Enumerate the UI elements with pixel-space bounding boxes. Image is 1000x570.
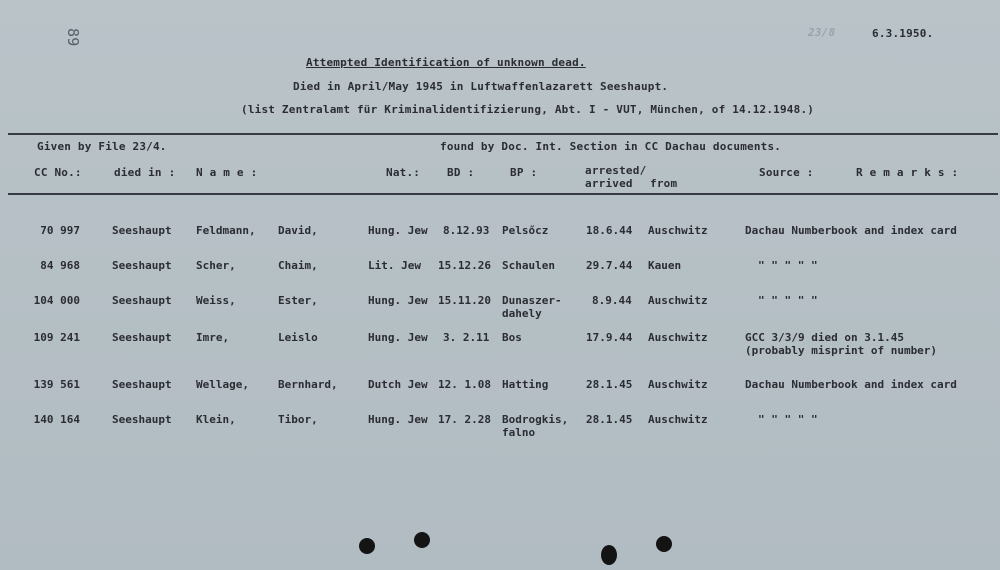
col-bp: BP :: [510, 166, 538, 179]
cell-nat: Hung. Jew: [368, 331, 428, 344]
cell-first-name: Ester,: [278, 294, 318, 307]
cell-first-name: Chaim,: [278, 259, 318, 272]
cell-arrived: 29.7.44: [586, 259, 633, 272]
cell-first-name: David,: [278, 224, 318, 237]
cell-cc: 140 164: [33, 413, 80, 426]
punch-hole: [359, 538, 375, 554]
col-cc-no: CC No.:: [34, 166, 82, 179]
cell-bd: 12. 1.08: [438, 378, 491, 391]
cell-last-name: Feldmann,: [196, 224, 256, 237]
document-title: Attempted Identification of unknown dead.: [306, 56, 586, 69]
cell-bd: 8.12.93: [443, 224, 490, 237]
cell-source: " " " " ": [758, 259, 818, 272]
cell-died: Seeshaupt: [112, 259, 172, 272]
cell-bd: 15.12.26: [438, 259, 491, 272]
cell-last-name: Scher,: [196, 259, 236, 272]
cell-nat: Hung. Jew: [368, 413, 428, 426]
table-row: [0, 294, 1000, 324]
cell-source: GCC 3/3/9 died on 3.1.45 (probably misprint of number): [745, 331, 938, 357]
cell-cc: 70 997: [40, 224, 80, 237]
col-source: Source :: [759, 166, 814, 179]
cell-bp: Pelsőcz: [502, 224, 549, 237]
punch-hole: [656, 536, 672, 552]
cell-source: " " " " ": [758, 413, 818, 426]
cell-cc: 104 000: [33, 294, 80, 307]
col-nat: Nat.:: [386, 166, 421, 179]
cell-bp: Schaulen: [502, 259, 555, 272]
cell-arrived: 18.6.44: [586, 224, 633, 237]
punch-hole: [414, 532, 430, 548]
cell-bd: 17. 2.28: [438, 413, 491, 426]
cell-bd: 3. 2.11: [443, 331, 490, 344]
cell-cc: 109 241: [33, 331, 80, 344]
cell-bp: Bos: [502, 331, 522, 344]
cell-from: Auschwitz: [648, 378, 708, 391]
cell-from: Auschwitz: [648, 413, 708, 426]
cell-died: Seeshaupt: [112, 224, 172, 237]
cell-first-name: Bernhard,: [278, 378, 338, 391]
cell-last-name: Wellage,: [196, 378, 249, 391]
faint-handwritten-mark: 23/8: [808, 26, 836, 39]
found-by-label: found by Doc. Int. Section in CC Dachau documents.: [440, 140, 782, 153]
col-died-in: died in :: [114, 166, 176, 179]
cell-from: Auschwitz: [648, 294, 708, 307]
cell-from: Auschwitz: [648, 224, 708, 237]
table-row: [0, 378, 1000, 408]
col-name: N a m e :: [196, 166, 258, 179]
cell-last-name: Klein,: [196, 413, 236, 426]
cell-first-name: Tibor,: [278, 413, 318, 426]
table-row: [0, 413, 1000, 443]
col-bd: BD :: [447, 166, 475, 179]
table-row: [0, 331, 1000, 361]
cell-bp: Hatting: [502, 378, 549, 391]
side-page-number: 89: [64, 28, 82, 47]
cell-bp: Bodrogkis, falno: [502, 413, 569, 439]
cell-cc: 139 561: [33, 378, 80, 391]
cell-last-name: Imre,: [196, 331, 230, 344]
table-row: [0, 224, 1000, 254]
col-arrested: arrested/ arrived: [585, 164, 647, 190]
table-row: [0, 259, 1000, 289]
cell-nat: Lit. Jew: [368, 259, 421, 272]
cell-source: Dachau Numberbook and index card: [745, 378, 957, 391]
given-by-label: Given by File 23/4.: [37, 140, 167, 153]
cell-nat: Dutch Jew: [368, 378, 428, 391]
cell-source: " " " " ": [758, 294, 818, 307]
cell-died: Seeshaupt: [112, 294, 172, 307]
header-divider: [8, 193, 998, 195]
top-divider: [8, 133, 998, 135]
cell-arrived: 17.9.44: [586, 331, 633, 344]
cell-arrived: 8.9.44: [592, 294, 632, 307]
cell-cc: 84 968: [40, 259, 80, 272]
cell-died: Seeshaupt: [112, 331, 172, 344]
cell-nat: Hung. Jew: [368, 224, 428, 237]
cell-bd: 15.11.20: [438, 294, 491, 307]
cell-from: Auschwitz: [648, 331, 708, 344]
document-subtitle: Died in April/May 1945 in Luftwaffenlazarett Seeshaupt.: [293, 80, 669, 93]
cell-nat: Hung. Jew: [368, 294, 428, 307]
cell-arrived: 28.1.45: [586, 378, 633, 391]
cell-last-name: Weiss,: [196, 294, 236, 307]
col-remarks: R e m a r k s :: [856, 166, 959, 179]
punch-hole: [601, 545, 617, 565]
cell-arrived: 28.1.45: [586, 413, 633, 426]
source-reference: (list Zentralamt für Kriminalidentifizierung, Abt. I - VUT, München, of 14.12.1948.): [241, 103, 815, 116]
cell-first-name: Leislo: [278, 331, 318, 344]
cell-died: Seeshaupt: [112, 413, 172, 426]
cell-died: Seeshaupt: [112, 378, 172, 391]
cell-source: Dachau Numberbook and index card: [745, 224, 957, 237]
cell-bp: Dunaszer- dahely: [502, 294, 562, 320]
col-from: from: [650, 177, 678, 190]
cell-from: Kauen: [648, 259, 682, 272]
document-date: 6.3.1950.: [872, 27, 934, 40]
